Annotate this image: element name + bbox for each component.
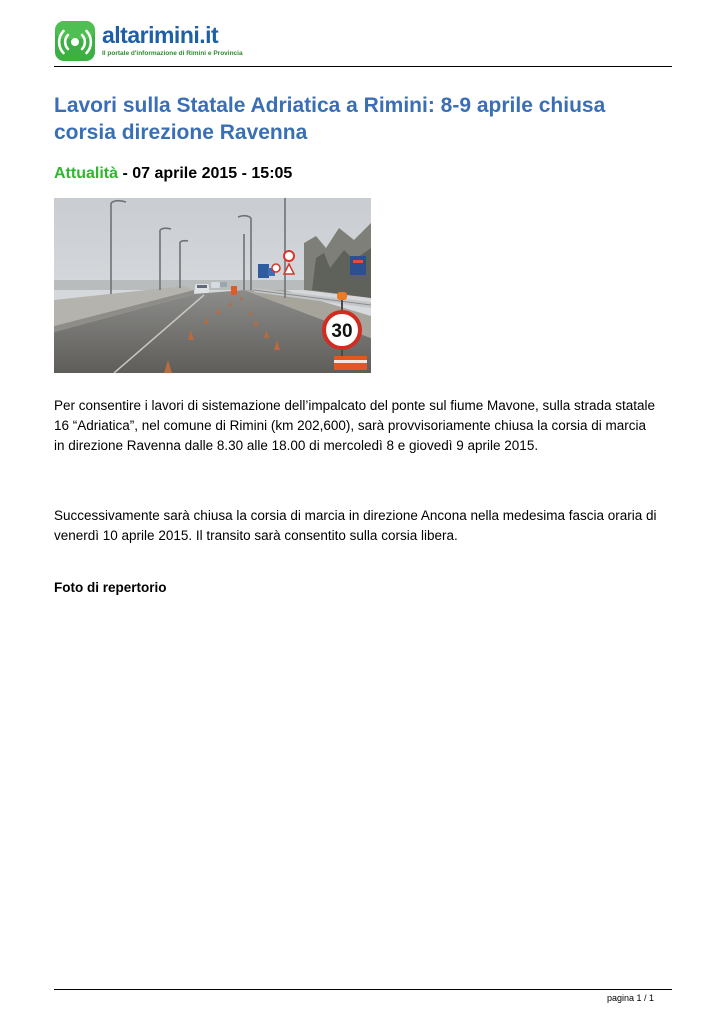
article-date: - 07 aprile 2015 - 15:05 bbox=[118, 165, 293, 182]
article-paragraph-2: Successivamente sarà chiusa la corsia di marcia in direzione Ancona nella medesima fascia oraria di venerdì 10 aprile 2015. Il transito sarà consentito sulla corsia libera. bbox=[54, 508, 657, 543]
article-paragraph-1: Per consentire i lavori di sistemazione dell’impalcato del ponte sul fiume Mavone, sulla strada statale 16 “Adriatica”, nel comune di Rimini (km 202,600), sarà provvisoriamente chiusa la corsia di marcia in direzione Ravenna dalle 8.30 alle 18.00 di mercoledì 8 e giovedì 9 aprile 2015. bbox=[54, 398, 656, 453]
roadworks-photo bbox=[54, 198, 371, 373]
article-category[interactable]: Attualità bbox=[54, 165, 118, 182]
page-indicator: pagina 1 / 1 bbox=[606, 993, 654, 1003]
site-name: altarimini.it bbox=[102, 22, 219, 48]
article-title: Lavori sulla Statale Adriatica a Rimini: 8-9 aprile chiusa corsia direzione Ravenna bbox=[54, 94, 606, 144]
site-header bbox=[54, 14, 674, 70]
article-photo bbox=[54, 198, 371, 373]
header-divider bbox=[54, 66, 672, 67]
footer-divider bbox=[54, 989, 672, 990]
site-tagline: Il portale d'informazione di Rimini e Provincia bbox=[102, 50, 243, 57]
photo-credit: Foto di repertorio bbox=[54, 580, 167, 595]
broadcast-logo-icon bbox=[54, 20, 98, 64]
site-logo[interactable] bbox=[54, 20, 254, 66]
article-meta bbox=[54, 164, 292, 184]
speed-limit-value: 30 bbox=[331, 321, 353, 342]
